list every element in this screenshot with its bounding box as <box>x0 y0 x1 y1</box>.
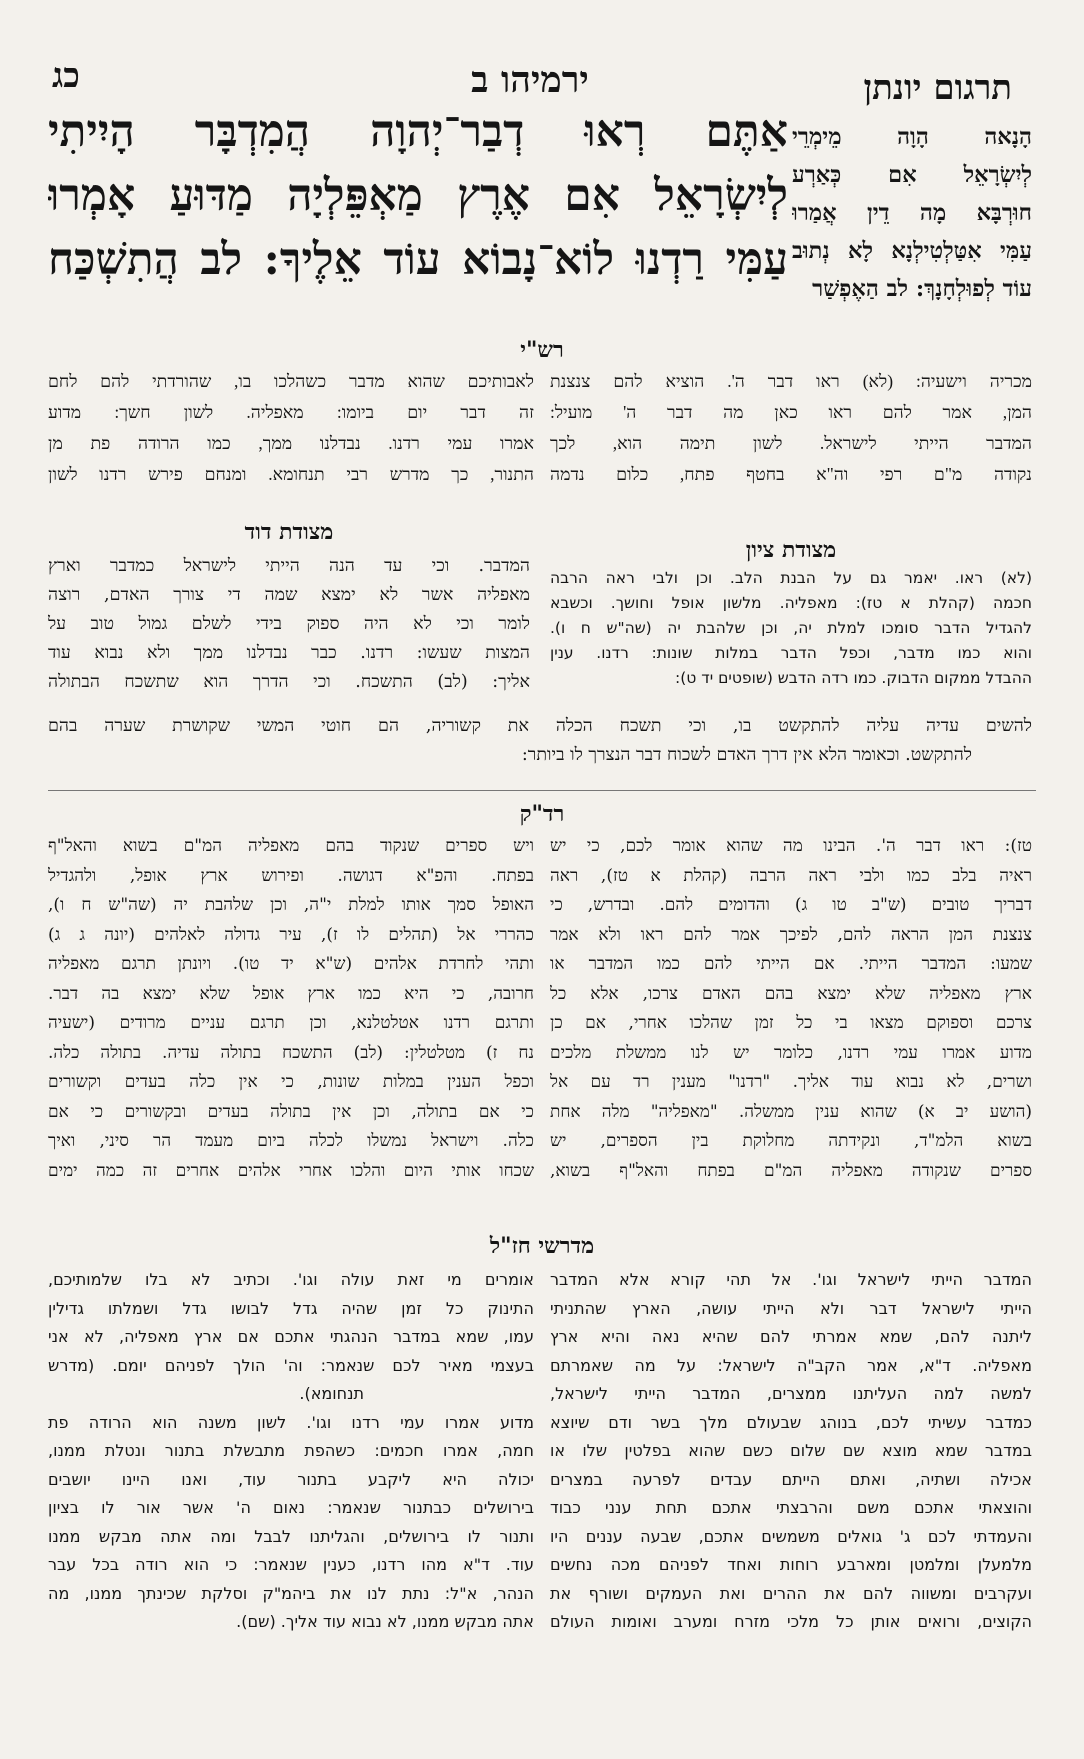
metzudat-david-text <box>48 552 530 697</box>
header-page-number: כג <box>52 56 80 96</box>
midrashei-line: אתה מבקש ממנו, לא נבוא עוד אליך. (שם). <box>236 1612 534 1631</box>
midrashei-line: ועקרבים ומשווה להם את ההרים ואת העמקים ושורף את <box>550 1583 1032 1603</box>
rashi-right-column <box>550 366 1032 490</box>
radak-line: שמעו: המדבר הייתי. אם הייתי להם כמו המדבר או <box>550 954 1032 974</box>
rashi-title: רש"י <box>520 337 564 363</box>
verse-text <box>48 100 788 292</box>
section-divider <box>48 790 1036 791</box>
metzudat-david-title: מצודת דוד <box>244 519 334 545</box>
verse-line: עַמִּי רַדְנוּ לוֹא־נָבוֹא עוֹד אֵלֶיךָ: לב הֲתִשְׁכַּח <box>48 234 788 285</box>
metzudat-zion-line: (לא) ראו. יאמר גם על הבנת הלב. וכן ולבי ראה הרבה <box>550 569 1032 587</box>
continuation-line: להשים עדיה עליה להתקשט בו, וכי תשכח הכלה את קשוריה, הם חוטי המשי שקושרת שערה בהם <box>48 716 1032 736</box>
radak-line: צנצנת המן הראה להם, לפיכך אמר להם ראו ולא אמר <box>550 924 1032 945</box>
rashi-line: לאבותיכם שהוא מדבר כשהלכו בו, שהורדתי להם לחם <box>48 371 534 391</box>
midrashei-line: במדבר שמא מוצא שם שלום כשם שהוא בפלטין שלו או <box>550 1441 1032 1460</box>
metzudat-zion-line: להגדיל הדבר סומכו למלת יה, וכן שלהבת יה (שה"ש ח ו). <box>550 619 1032 637</box>
midrashei-line: ותנור לו בירושלים, והגליתנו לבבל ומה אתה מבקש ממנו <box>48 1526 534 1546</box>
midrashei-line: יכולה היא ליקבע בתנור עוד, ואנו היינו יושבים <box>48 1469 534 1489</box>
radak-line: האופל סמך אותו למלת י"ה, וכן שלהבת יה (שה"ש ח ו), <box>48 895 534 915</box>
metzudat-zion-line: והוא כמו מדבר, וכפל הדבר במלות שונות: רדנו. ענין <box>550 644 1032 662</box>
rashi-left-column <box>48 366 534 490</box>
rashi-line: נקודה מ"ם רפי וה"א בחטף פתח, כלום נדמה <box>550 464 1032 484</box>
midrashei-line: למשה למה העליתנו ממצרים, המדבר הייתי לישראל, <box>550 1384 1032 1403</box>
midrashei-line: תנחומא). <box>299 1384 364 1403</box>
metzudat-david-line: אליך: (לב) התשכח. וכי הדרך הוא שתשכח הבתולה <box>48 672 530 692</box>
metzudat-zion-title: מצודת ציון <box>745 537 837 563</box>
radak-line: טז): ראו דבר ה'. הבינו מה שהוא אומר לכם, כי יש <box>550 836 1032 856</box>
targum-line: עַמִּי אִטַּלְטִילְנָא לָא נְתוּב <box>792 238 1032 264</box>
radak-right-column <box>550 832 1032 1186</box>
midrashei-line: הקוצים, ורואים אותן כל מלכי מזרח ומערב ואומות העולם <box>550 1612 1032 1631</box>
midrashei-line: בירושלים כבתנור שנאמר: נאום ה' אשר אור לו בציון <box>48 1498 534 1517</box>
metzudat-david-line: המצות שעשו: רדנו. כבר נבדלנו ממך ולא נבוא עוד <box>48 643 530 663</box>
radak-line: ויש ספרים שנקוד בהם מאפליה המ"ם בשוא והאל"ף <box>48 836 534 856</box>
radak-line: נח ז) מטלטלין: (לב) התשכח בתולה עדיה. בתולה כלה. <box>48 1042 534 1063</box>
midrashei-line: אומרים מי זאת עולה וגו'. וכתיב לא בלו שלמותיכם, <box>48 1270 534 1289</box>
radak-line: כלה. וישראל נמשלו לכלה ביום מעמד הר סיני, ואיך <box>48 1131 534 1151</box>
metzudat-zion-line: חכמה (קהלת א טז): מאפליה. מלשון אופל וחושך. וכשבא <box>550 594 1032 612</box>
midrashei-line: בעצמי מאיר לכם שנאמר: וה' הולך לפניהם יומם. (מדרש <box>48 1355 534 1375</box>
metzudat-david-line: מאפליה אשר לא ימצא שמה די צורך האדם, רוצה <box>48 585 530 605</box>
radak-line: וכפל הענין במלות שונות, כי אין כלה בעדים וקשורים <box>48 1072 534 1092</box>
verse-line: אַתֶּם רְאוּ דְבַר־יְהוָה הֲמִדְבָּר הָיִיתִי <box>48 106 788 157</box>
midrashei-left-column <box>48 1266 534 1637</box>
rashi-line: מכריה וישעיה: (לא) ראו דבר ה'. הוציא להם צנצנת <box>550 371 1032 391</box>
targum-text <box>792 118 1032 308</box>
radak-line: ותרגם רדנו אטלטלנא, וכן תרגם עניים מרודים (ישעיה <box>48 1013 534 1033</box>
radak-line: ושרים, לא נבוא עוד אליך. "רדנו" מענין רד עם אל <box>550 1072 1032 1092</box>
radak-line: מדוע אמרו עמי רדנו, כלומר יש לנו ממשלת מלכים <box>550 1042 1032 1063</box>
targum-line: חוּרְבָּא מָה דֵין אֲמַרוּ <box>792 200 1032 226</box>
radak-line: דבריך טובים (ש"ב טו ג) והדומים להם. ובדרש, כי <box>550 895 1032 915</box>
rashi-line: המדבר הייתי לישראל. לשון תימה הוא, לכך <box>550 433 1032 453</box>
header-book-chapter: ירמיהו ב <box>471 59 589 101</box>
targum-line: הָנָאה הָוָה מֵימְרֵי <box>792 124 1032 150</box>
metzudat-david-continuation <box>48 712 1032 770</box>
radak-line: בשוא הלמ"ד, ונקידתה מחלוקת בין הספרים, יש <box>550 1131 1032 1151</box>
midrashei-line: מאפליה. ד"א, אמר הקב"ה לישראל: על מה שאמרתם <box>550 1355 1032 1375</box>
verse-line: לְיִשְׂרָאֵל אִם אֶרֶץ מַאְפֵּלְיָה מַדּוּעַ אָמְרוּ <box>48 170 788 221</box>
midrashei-line: הנהר, א"ל: נתת לנו את ביהמ"ק וסלקת שכינתך ממנו, מה <box>48 1583 534 1603</box>
midrashei-line: הייתי לישראל דבר ולא הייתי עושה, הארץ שהתניתי <box>550 1298 1032 1318</box>
metzudat-zion-text <box>550 566 1032 691</box>
radak-line: ראיה בלב כמו ולבי ראה הרבה (קהלת א טז), ראה <box>550 865 1032 886</box>
radak-title: רד"ק <box>519 801 565 827</box>
metzudat-zion-line: ההבדל ממקום הדבוק. כמו רדה הדבש (שופטים יד ט): <box>675 669 1032 687</box>
midrashei-line: התינוק כל זמן שהיה גדל לבושו גדל ושמלתו גדילין <box>48 1298 534 1318</box>
rashi-line: המן, אמר להם ראו כאן מה דבר ה' מועיל: <box>550 402 1032 422</box>
radak-line: חרובה, כי היא כמו ארץ אופל שלא ימצא בה דבר. <box>48 983 534 1004</box>
midrashei-line: מדוע אמרו עמי רדנו וגו'. לשון משנה הוא הרודה פת <box>48 1412 534 1432</box>
midrashei-line: עוד. ד"א מהו רדנו, כענין שנאמר: כי הוא רודה בכל עבר <box>48 1555 534 1574</box>
metzudat-david-line: לומר וכי לא היה ספוק בידי לשלם גמול טוב על <box>48 614 530 634</box>
targum-line: לְיִשְׂרָאֵל אִם כְּאַרְע <box>792 162 1032 188</box>
radak-line: כהררי אל (תהלים לו ז), עיר גדולה לאלהים (יונה ג ג) <box>48 924 534 945</box>
radak-line: ארץ מאפליה שלא ימצא בהם האדם צרכו, אלא כל <box>550 983 1032 1004</box>
radak-line: צרכם וספוקם מצאו בי כל זמן שהלכו אחרי, אם כן <box>550 1013 1032 1033</box>
radak-line: (הושע יב א) שהוא ענין ממשלה. "מאפליה" מלה אחת <box>550 1101 1032 1122</box>
header-targum-title: תרגום יונתן <box>863 68 1012 108</box>
midrashei-right-column <box>550 1266 1032 1637</box>
rashi-line: זה דבר יום ביומו: מאפליה. לשון חשך: מדוע <box>48 402 534 422</box>
midrashei-line: והעמדתי לכם ג' גואלים משמשים אתכם, שבעה עננים היו <box>550 1526 1032 1546</box>
rashi-line: אמרו עמי רדנו. נבדלנו ממך, כמו הרודה פת מן <box>48 433 534 453</box>
midrashei-line: המדבר הייתי לישראל וגו'. אל תהי קורא אלא המדבר <box>550 1270 1032 1289</box>
radak-line: ספרים שנקודה מאפליה המ"ם בפתח והאל"ף בשוא, <box>550 1160 1032 1181</box>
midrashei-line: והוצאתי אתכם משם והרבצתי אתכם תחת ענני כבוד <box>550 1498 1032 1517</box>
midrashei-line: עמו, שמא במדבר הנהגתי אתכם אם ארץ מאפליה, לא אני <box>48 1327 534 1346</box>
radak-left-column <box>48 832 534 1186</box>
metzudat-david-line: המדבר. וכי עד הנה הייתי לישראל כמדבר וארץ <box>48 556 530 576</box>
radak-line: ותהי לחרדת אלהים (ש"א יד טו). ויונתן תרגם מאפליה <box>48 954 534 974</box>
rashi-line: התנור, כך מדרש רבי תנחומא. ומנחם פירש רדנו לשון <box>48 464 534 484</box>
radak-line: בפתח. והפ"א דגושה. ופירוש ארץ אופל, ולהגדיל <box>48 865 534 886</box>
midrashei-line: ליתנה להם, שמא אמרתי להם שהיא נאה והיא ארץ <box>550 1327 1032 1346</box>
radak-line: שכחו אותי היום והלכו אחרי אלהים אחרים זה כמה ימים <box>48 1160 534 1181</box>
radak-line: כי אם בתולה, וכן אין בתולה בעדים ובקשורים כי אם <box>48 1101 534 1122</box>
midrashei-line: מלמעלן ומלמטן ומארבע רוחות ואחד לפניהם מכה נחשים <box>550 1555 1032 1574</box>
continuation-line: להתקשט. וכאומר הלא אין דרך האדם לשכוח דבר הנצרך לו ביותר: <box>521 745 972 765</box>
midrashei-line: חמה, אמרו חכמים: כשהפת מתבשלת בתנור ונטלת ממנו, <box>48 1441 534 1460</box>
midrashei-line: אכילה ושתיה, ואתם הייתם עבדים לפרעה במצרים <box>550 1469 1032 1489</box>
targum-line: עוֹד לְפוּלְחָנָךְ: לב הַאֶפְשַׁר <box>812 276 1032 302</box>
midrashei-line: כמדבר עשיתי לכם, בנוהג שבעולם מלך בשר ודם שיוצא <box>550 1412 1032 1432</box>
midrashei-title: מדרשי חז"ל <box>489 1233 595 1259</box>
